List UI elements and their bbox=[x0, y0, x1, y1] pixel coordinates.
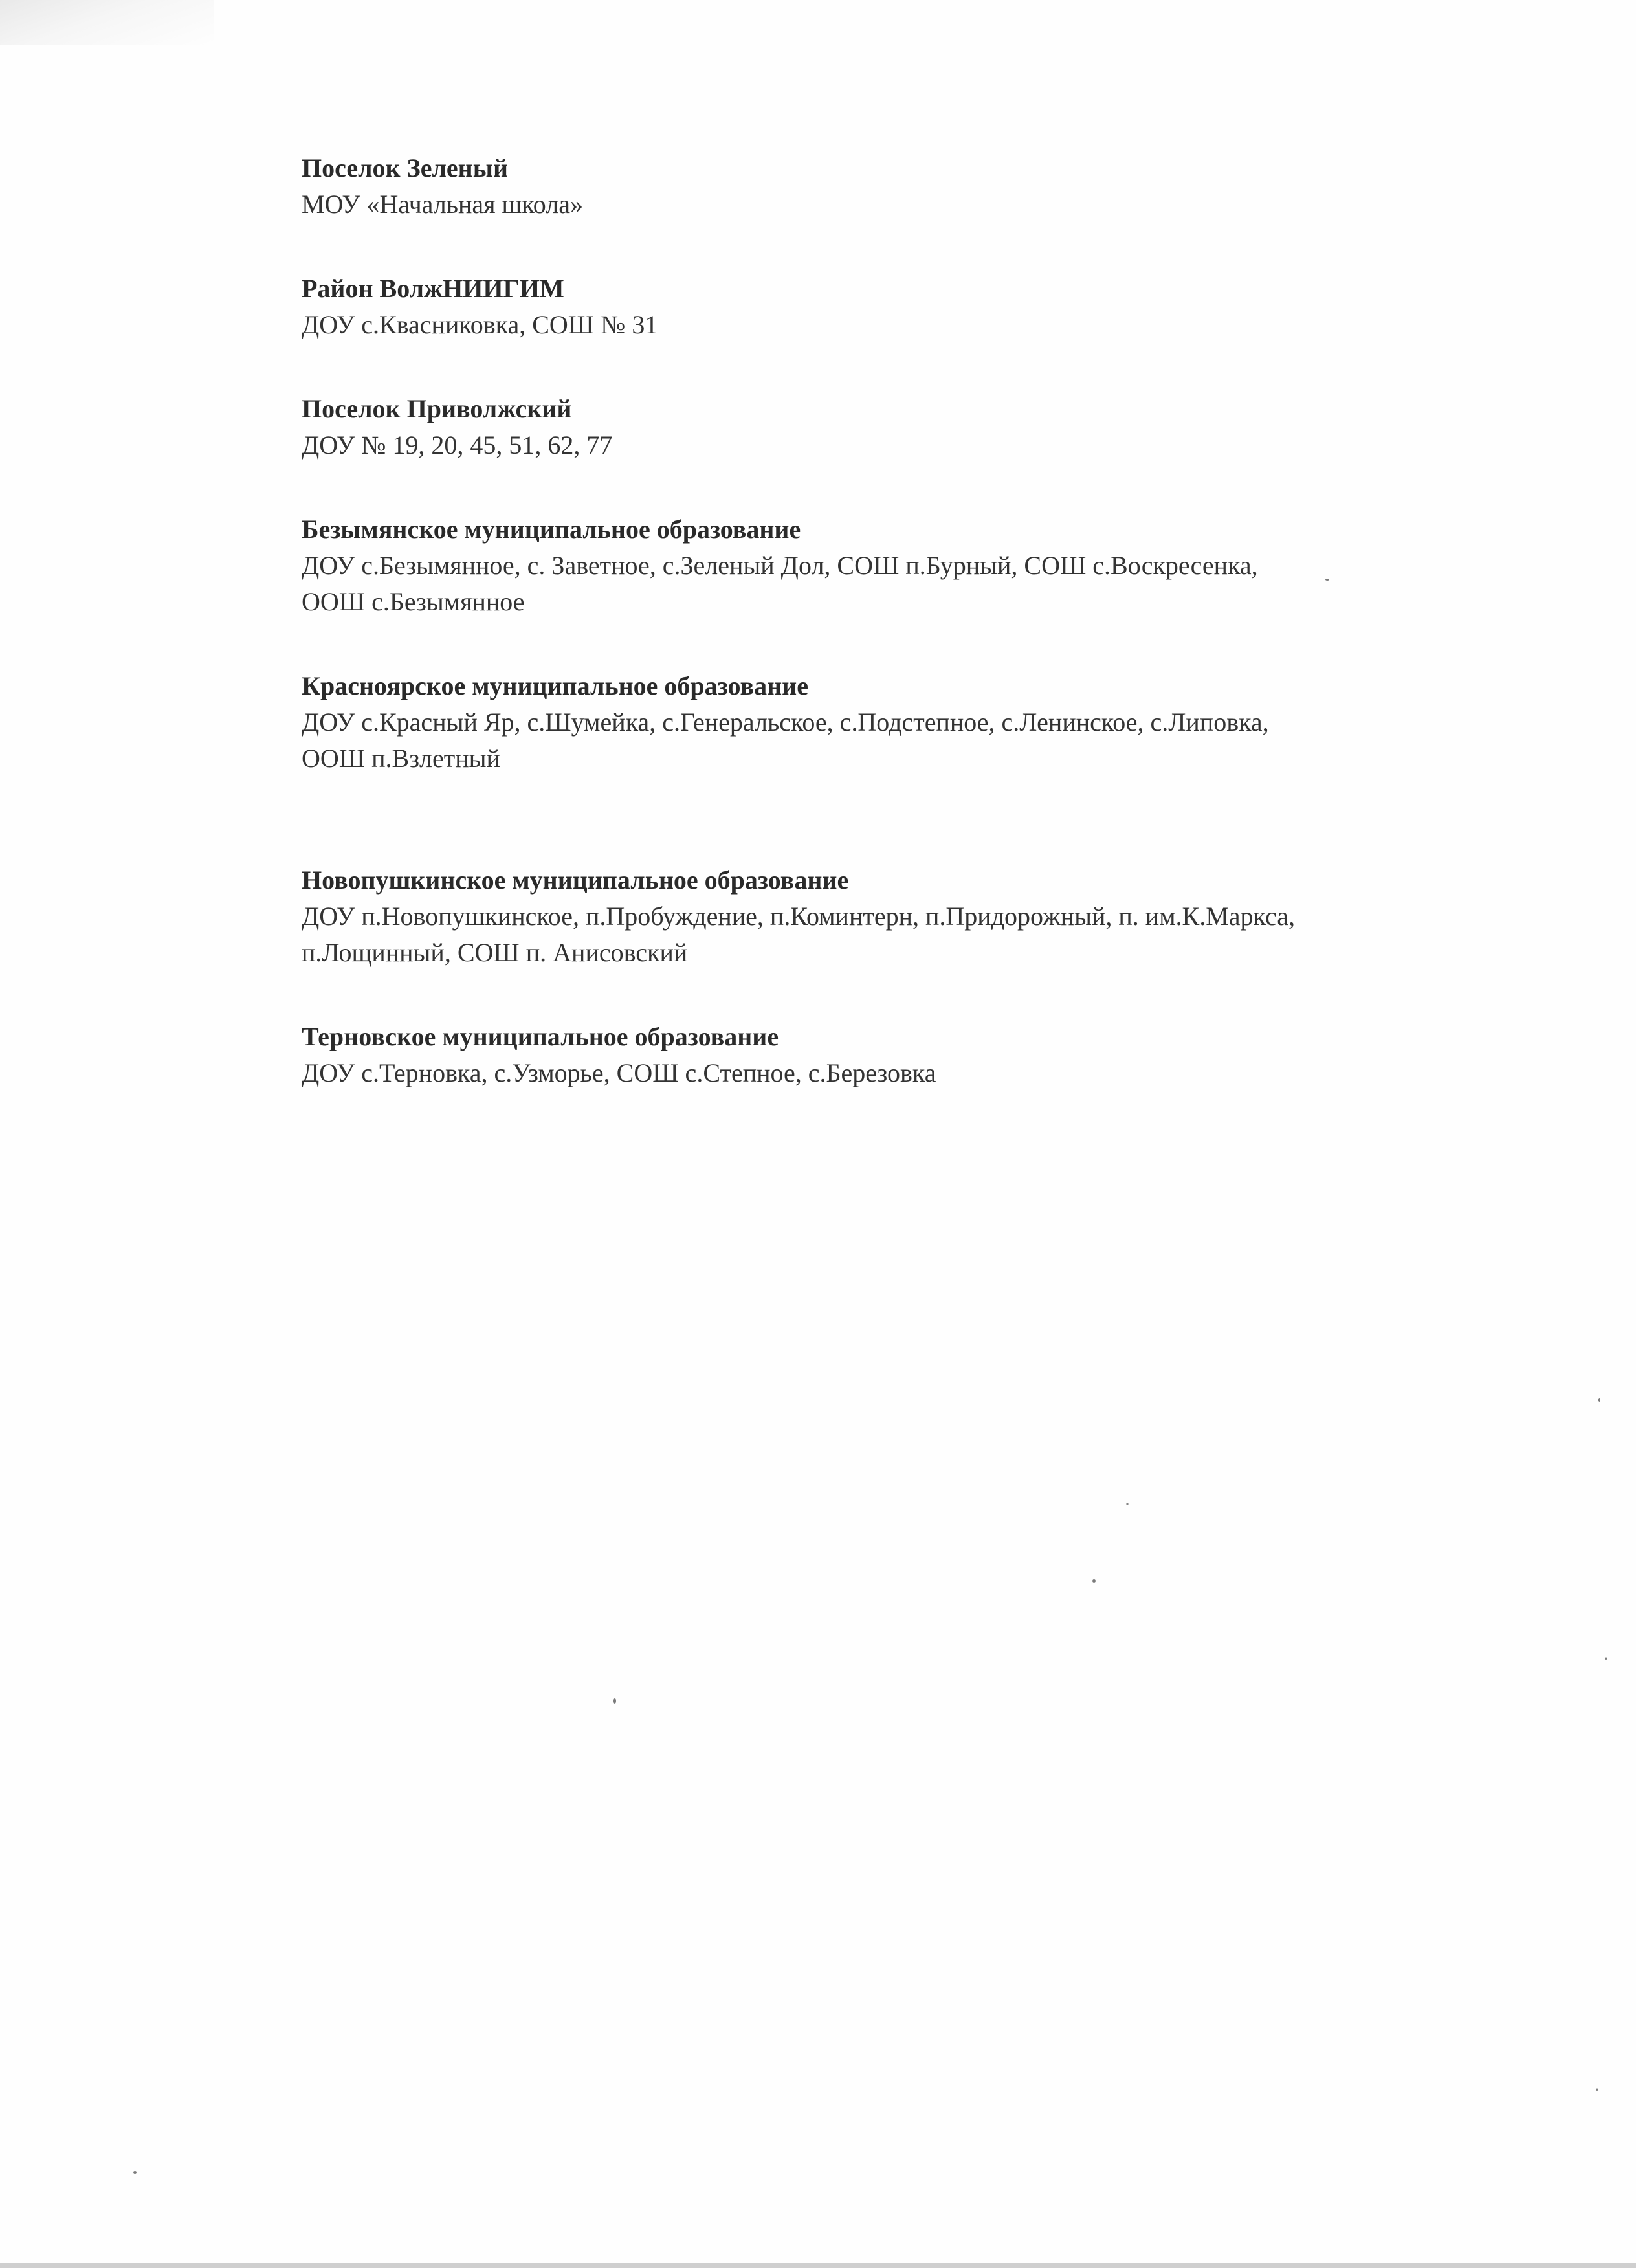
scan-bottom-edge bbox=[0, 2263, 1636, 2268]
section-line: п.Лощинный, СОШ п. Анисовский bbox=[302, 938, 688, 967]
section-bezymyanskoe bbox=[302, 511, 1570, 620]
section-krasnoyarskoe bbox=[302, 668, 1570, 777]
scan-speck bbox=[1126, 1503, 1129, 1505]
section-heading: Район ВолжНИИГИМ bbox=[302, 274, 564, 303]
scan-speck bbox=[1605, 1657, 1607, 1660]
section-poselok-privolzhsky bbox=[302, 391, 1570, 463]
section-heading: Поселок Приволжский bbox=[302, 394, 572, 423]
section-line: ДОУ п.Новопушкинское, п.Пробуждение, п.Коминтерн, п.Придорожный, п. им.К.Маркса, bbox=[302, 902, 1295, 931]
section-heading: Новопушкинское муниципальное образование bbox=[302, 865, 849, 895]
section-line: ДОУ № 19, 20, 45, 51, 62, 77 bbox=[302, 430, 613, 460]
section-heading: Поселок Зеленый bbox=[302, 153, 508, 183]
scan-speck bbox=[614, 1698, 616, 1704]
scan-speck bbox=[1092, 1579, 1096, 1583]
section-heading: Безымянское муниципальное образование bbox=[302, 515, 801, 544]
section-line: ДОУ с.Безымянное, с. Заветное, с.Зеленый Дол, СОШ п.Бурный, СОШ с.Воскресенка, bbox=[302, 551, 1258, 580]
scan-speck bbox=[1598, 1398, 1600, 1402]
section-poselok-zeleny bbox=[302, 150, 1570, 223]
scan-speck bbox=[133, 2171, 137, 2174]
section-line: МОУ «Начальная школа» bbox=[302, 190, 583, 219]
scan-speck bbox=[1325, 579, 1329, 581]
section-line: ДОУ с.Красный Яр, с.Шумейка, с.Генеральское, с.Подстепное, с.Ленинское, с.Липовка, bbox=[302, 707, 1269, 737]
section-ternovskoe bbox=[302, 1019, 1570, 1091]
section-line: ДОУ с.Терновка, с.Узморье, СОШ с.Степное, с.Березовка bbox=[302, 1058, 936, 1087]
section-heading: Терновское муниципальное образование bbox=[302, 1022, 779, 1051]
section-rayon-volzhniigim bbox=[302, 271, 1570, 343]
section-line: ДОУ с.Квасниковка, СОШ № 31 bbox=[302, 310, 658, 339]
section-line: ООШ п.Взлетный bbox=[302, 744, 500, 773]
section-heading: Красноярское муниципальное образование bbox=[302, 671, 808, 700]
page-fold-shadow bbox=[0, 0, 214, 45]
scan-speck bbox=[1596, 2088, 1598, 2091]
section-novopushkinskoe bbox=[302, 862, 1570, 971]
section-line: ООШ с.Безымянное bbox=[302, 587, 525, 616]
document-body bbox=[302, 150, 1570, 1139]
